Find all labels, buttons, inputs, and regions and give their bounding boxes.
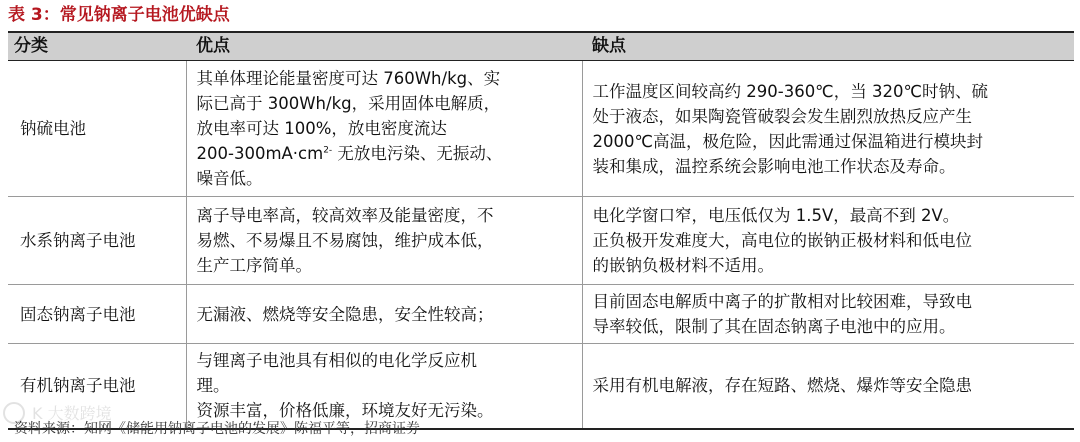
table-header-row xyxy=(8,32,1074,61)
cons-line: 处于液态，如果陶瓷管破裂会发生剧烈放热反应产生 xyxy=(592,106,972,126)
header-cons: 缺点 xyxy=(582,32,1074,61)
pros-line: 其单体理论能量密度可达 760Wh/kg、实 xyxy=(196,69,501,88)
category-cell: 固态钠离子电池 xyxy=(8,285,186,344)
cons-line: 目前固态电解质中离子的扩散相对比较困难，导致电 xyxy=(592,292,972,311)
cons-cell xyxy=(582,61,1074,197)
pros-cell xyxy=(186,197,582,285)
pros-cell xyxy=(186,285,582,344)
cons-line: 导率较低，限制了其在固态钠离子电池中的应用。 xyxy=(592,317,956,336)
cons-cell xyxy=(582,285,1074,344)
pros-line: 生产工序简单。 xyxy=(196,256,312,275)
table-row-sodium-sulfur xyxy=(8,61,1074,197)
category-cell: 有机钠离子电池 xyxy=(8,344,186,429)
cons-line: 2000℃高温，极危险，因此需通过保温箱进行模块封 xyxy=(592,131,984,151)
pros-line-part: 200-300mA·cm xyxy=(196,144,324,163)
pros-line: 易燃、不易爆且不易腐蚀，维护成本低， xyxy=(196,231,494,250)
pros-line: 际已高于 300Wh/kg，采用固体电解质， xyxy=(196,94,501,113)
pros-cons-table xyxy=(8,31,1074,430)
watermark-text: K 大数跨境 xyxy=(32,404,112,423)
table-row-aqueous-sodium-ion xyxy=(8,197,1074,285)
category-cell: 水系钠离子电池 xyxy=(8,197,186,285)
pros-cell xyxy=(186,344,582,429)
header-pros: 优点 xyxy=(186,32,582,61)
pros-line-part: 无放电污染、无振动、 xyxy=(332,144,503,163)
pros-cell xyxy=(186,61,582,197)
cons-cell xyxy=(582,197,1074,285)
cons-line: 的嵌钠负极材料不适用。 xyxy=(592,256,774,275)
pros-line: 离子导电率高，较高效率及能量密度，不 xyxy=(196,206,494,225)
cons-line: 装和集成，温控系统会影响电池工作状态及寿命。 xyxy=(592,156,956,176)
cons-line: 工作温度区间较高约 290-360℃，当 320℃时钠、硫 xyxy=(592,81,988,101)
pros-line: 资源丰富，价格低廉，环境友好无污染。 xyxy=(196,401,494,421)
pros-line: 与锂离子电池具有相似的电化学反应机 xyxy=(196,351,477,371)
pros-line: 理。 xyxy=(196,376,230,396)
source-note: 资料来源：知网《储能用钠离子电池的发展》陈福平等，招商证券 xyxy=(14,421,420,437)
cons-line: 采用有机电解液，存在短路、燃烧、爆炸等安全隐患 xyxy=(592,376,972,396)
pros-line: 噪音低。 xyxy=(196,169,263,188)
cons-line: 正负极开发难度大，高电位的嵌钠正极材料和低电位 xyxy=(592,231,972,250)
superscript: 2- xyxy=(323,145,333,156)
header-category: 分类 xyxy=(8,32,186,61)
cons-cell xyxy=(582,344,1074,429)
category-cell: 钠硫电池 xyxy=(8,61,186,197)
table-row-solid-state-sodium-ion xyxy=(8,285,1074,344)
table-row-organic-sodium-ion xyxy=(8,344,1074,429)
pros-line xyxy=(187,141,582,166)
pros-line: 无漏液、燃烧等安全隐患，安全性较高； xyxy=(196,304,494,324)
pros-line: 放电率可达 100%，放电密度流达 xyxy=(196,119,447,138)
cons-line: 电化学窗口窄，电压低仅为 1.5V，最高不到 2V。 xyxy=(592,206,960,225)
table-title: 表 3：常见钠离子电池优缺点 xyxy=(8,5,230,25)
